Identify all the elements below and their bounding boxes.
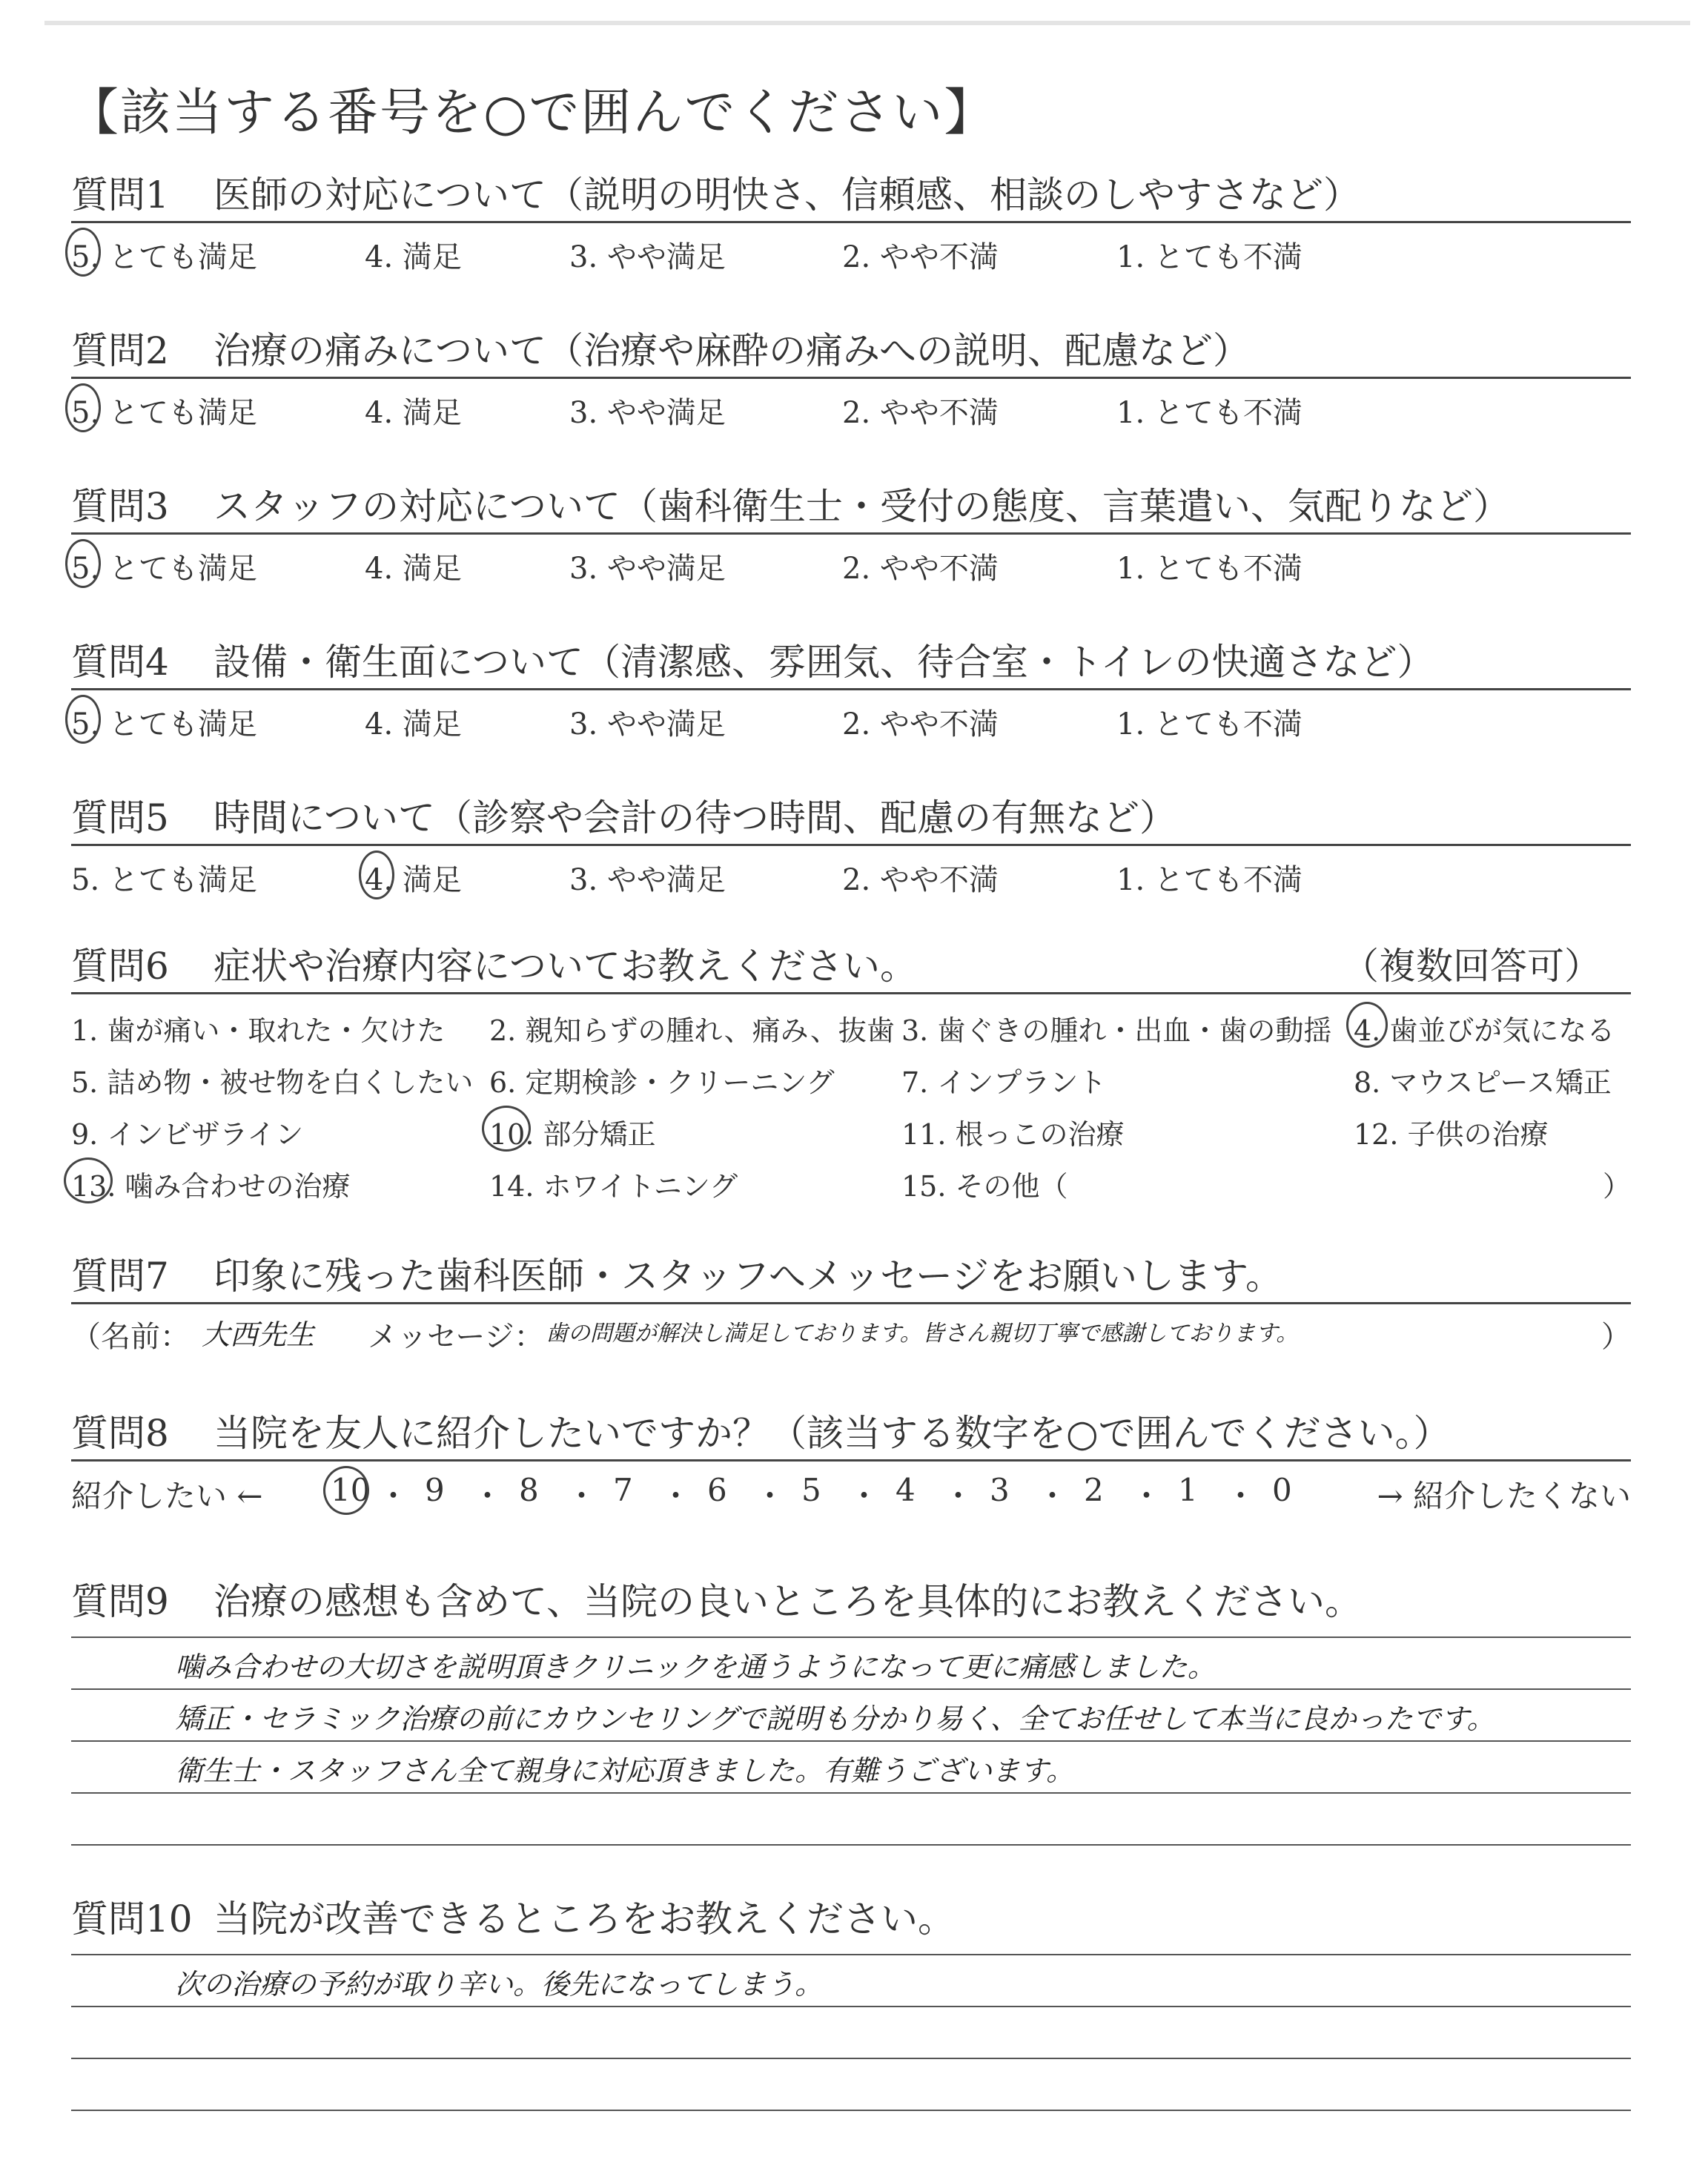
rating-option-label: 3. やや満足 xyxy=(569,240,726,274)
rating-options xyxy=(71,223,1631,283)
rating-option[interactable] xyxy=(365,701,462,743)
hand-drawn-circle-mark xyxy=(65,383,101,432)
scale-separator xyxy=(1131,1472,1162,1516)
question-number: 質問2 xyxy=(71,329,169,372)
rating-option[interactable] xyxy=(842,701,999,743)
question-2 xyxy=(71,325,1631,438)
symptom-option-label: 9. インビザライン xyxy=(71,1118,304,1151)
symptom-option[interactable] xyxy=(901,1060,1106,1100)
hand-drawn-circle-mark xyxy=(64,1157,113,1203)
rating-option-label: 1. とても不満 xyxy=(1116,396,1302,430)
question-6 xyxy=(71,940,1631,1209)
symptom-option[interactable] xyxy=(71,1163,351,1204)
question-3-title xyxy=(71,480,1631,535)
scale-separator xyxy=(661,1472,692,1516)
scale-separator xyxy=(943,1472,974,1516)
rating-options xyxy=(71,535,1631,594)
answer-rule-line xyxy=(71,1688,1631,1690)
question-5 xyxy=(71,792,1631,905)
symptom-option-label: 10. 部分矯正 xyxy=(489,1118,656,1151)
hand-drawn-circle-mark xyxy=(323,1466,369,1515)
rating-option-label: 4. 満足 xyxy=(365,707,462,742)
answer-rule-line xyxy=(71,1636,1631,1638)
symptom-option-label: 8. マウスピース矯正 xyxy=(1354,1066,1612,1099)
rating-option[interactable] xyxy=(569,856,726,899)
symptom-option-label: 1. 歯が痛い・取れた・欠けた xyxy=(71,1014,446,1047)
rating-option[interactable] xyxy=(842,389,999,432)
separator-dot: ・ xyxy=(848,1478,880,1514)
q6-options-grid xyxy=(71,994,1631,1209)
symptom-option[interactable] xyxy=(489,1163,738,1204)
scale-value[interactable] xyxy=(1084,1472,1104,1508)
message-line xyxy=(71,1304,1631,1356)
symptom-option[interactable] xyxy=(1354,1060,1612,1100)
rating-option-label: 3. やや満足 xyxy=(569,863,726,897)
recommend-scale xyxy=(71,1462,1631,1521)
not-recommend-label: → 紹介したくない xyxy=(1377,1478,1631,1514)
hand-drawn-circle-mark xyxy=(482,1106,531,1152)
message-value[interactable]: 歯の問題が解決し満足しております。皆さん親切丁寧で感謝しております。 xyxy=(546,1321,1299,1347)
rating-option-label: 2. やや不満 xyxy=(842,707,999,742)
question-3 xyxy=(71,480,1631,594)
symptom-option-label: 4. 歯並びが気になる xyxy=(1354,1014,1615,1047)
rating-option[interactable] xyxy=(71,701,257,743)
symptom-option[interactable] xyxy=(71,1008,445,1048)
symptom-option[interactable] xyxy=(1354,1112,1549,1152)
form-header: 【該当する番号を○で囲んでください】 xyxy=(68,84,996,142)
rating-option-label: 5. とても満足 xyxy=(71,552,257,586)
symptom-option-label: 14. ホワイトニング xyxy=(489,1170,738,1203)
rating-option-label: 5. とても満足 xyxy=(71,863,257,897)
question-text: 設備・衛生面について（清潔感、雰囲気、待合室・トイレの快適さなど） xyxy=(214,641,1434,684)
symptom-option[interactable] xyxy=(901,1008,1331,1048)
rating-option[interactable] xyxy=(365,389,462,432)
scale-value[interactable] xyxy=(519,1472,539,1508)
scale-separator xyxy=(378,1472,409,1516)
symptom-option[interactable] xyxy=(489,1008,895,1048)
rating-option-label: 4. 満足 xyxy=(365,552,462,586)
answer-rule-line xyxy=(71,1954,1631,1955)
rating-option[interactable] xyxy=(71,545,257,587)
answer-rule-line xyxy=(71,1844,1631,1846)
question-10 xyxy=(71,1893,1631,2160)
scale-separator xyxy=(849,1472,880,1516)
scale-separator xyxy=(1037,1472,1068,1516)
scale-value-label: 8 xyxy=(519,1472,539,1508)
symptom-option[interactable] xyxy=(489,1112,656,1152)
question-2-title xyxy=(71,325,1631,379)
rating-option[interactable] xyxy=(842,856,999,899)
question-number: 質問9 xyxy=(71,1580,169,1623)
rating-option[interactable] xyxy=(569,701,726,743)
handwritten-answer-line[interactable]: 矯正・セラミック治療の前にカウンセリングで説明も分かり易く、全てお任せして本当に良かったです。 xyxy=(175,1702,1495,1735)
rating-option[interactable] xyxy=(569,234,726,276)
question-text: 印象に残った歯科医師・スタッフへメッセージをお願いします。 xyxy=(214,1255,1282,1298)
question-10-title xyxy=(71,1893,1631,1945)
question-4 xyxy=(71,636,1631,750)
symptom-option[interactable] xyxy=(901,1112,1125,1152)
scale-separator xyxy=(1225,1472,1257,1516)
scan-top-edge xyxy=(44,21,1690,25)
scale-separator xyxy=(755,1472,786,1516)
rating-option[interactable] xyxy=(842,545,999,587)
scale-value-label: 1 xyxy=(1178,1472,1198,1508)
answer-rule-line xyxy=(71,2058,1631,2059)
rating-options xyxy=(71,690,1631,750)
rating-option[interactable] xyxy=(365,234,462,276)
rating-option[interactable] xyxy=(1116,856,1302,899)
name-value[interactable]: 大西先生 xyxy=(202,1318,315,1351)
symptom-option-label: 7. インプラント xyxy=(901,1066,1107,1099)
rating-option-label: 5. とても満足 xyxy=(71,707,257,742)
question-number: 質問8 xyxy=(71,1412,169,1455)
handwritten-answer-line[interactable]: 噛み合わせの大切さを説明頂きクリニックを通うようになって更に痛感しました。 xyxy=(175,1651,1216,1683)
question-text: 医師の対応について（説明の明快さ、信頼感、相談のしやすさなど） xyxy=(214,174,1360,217)
question-9-title xyxy=(71,1576,1631,1628)
rating-option-label: 5. とても満足 xyxy=(71,240,257,274)
question-text: 症状や治療内容についてお教えください。 xyxy=(214,945,917,988)
rating-option-label: 1. とても不満 xyxy=(1116,707,1302,742)
symptom-option-label: 15. その他（ xyxy=(901,1170,1068,1203)
rating-option[interactable] xyxy=(569,389,726,432)
scale-value-label: 7 xyxy=(613,1472,633,1508)
scale-separator xyxy=(566,1472,598,1516)
symptom-option-label: 5. 詰め物・被せ物を白くしたい xyxy=(71,1066,474,1099)
other-close-paren xyxy=(1603,1163,1631,1204)
question-7-title xyxy=(71,1250,1631,1304)
rating-option[interactable] xyxy=(1116,389,1302,432)
rating-option-label: 5. とても満足 xyxy=(71,396,257,430)
rating-option-label: 4. 満足 xyxy=(365,396,462,430)
separator-dot: ・ xyxy=(1225,1478,1257,1514)
rating-option-label: 2. やや不満 xyxy=(842,396,999,430)
rating-option-label: 1. とても不満 xyxy=(1116,240,1302,274)
rating-option[interactable] xyxy=(1116,545,1302,587)
scale-value[interactable] xyxy=(801,1472,821,1508)
rating-option[interactable] xyxy=(71,234,257,276)
rating-option-label: 1. とても不満 xyxy=(1116,863,1302,897)
question-7 xyxy=(71,1250,1631,1356)
handwritten-answer-line[interactable]: 次の治療の予約が取り辛い。後先になってしまう。 xyxy=(175,1968,824,2001)
rating-option-label: 3. やや満足 xyxy=(569,396,726,430)
rating-option[interactable] xyxy=(1116,701,1302,743)
answer-rule-line xyxy=(71,1792,1631,1794)
rating-option[interactable] xyxy=(71,856,257,899)
question-number: 質問1 xyxy=(71,174,169,217)
symptom-option[interactable] xyxy=(71,1060,473,1100)
scale-value-label: 3 xyxy=(990,1472,1010,1508)
separator-dot: ・ xyxy=(471,1478,503,1514)
scale-value-label: 4 xyxy=(896,1472,916,1508)
separator-dot: ・ xyxy=(1036,1478,1068,1514)
recommend-label: 紹介したい ← xyxy=(71,1478,263,1514)
question-1 xyxy=(71,169,1631,283)
q9-answer-lines xyxy=(71,1628,1631,1909)
question-text: スタッフの対応について（歯科衛生士・受付の態度、言葉遣い、気配りなど） xyxy=(214,485,1510,528)
hand-drawn-circle-mark xyxy=(1346,1002,1388,1048)
hand-drawn-circle-mark xyxy=(65,539,101,588)
symptom-option[interactable] xyxy=(1354,1008,1615,1048)
separator-dot: ・ xyxy=(1131,1478,1162,1514)
question-text: 治療の感想も含めて、当院の良いところを具体的にお教えください。 xyxy=(214,1580,1362,1623)
rating-option[interactable] xyxy=(71,389,257,432)
separator-dot: ・ xyxy=(754,1478,786,1514)
rating-option-label: 2. やや不満 xyxy=(842,552,999,586)
symptom-option[interactable] xyxy=(901,1163,1068,1204)
scale-value-label: 9 xyxy=(425,1472,445,1508)
rating-option-label: 2. やや不満 xyxy=(842,240,999,274)
rating-options xyxy=(71,846,1631,905)
symptom-option-label: 12. 子供の治療 xyxy=(1354,1118,1549,1151)
rating-option-label: 4. 満足 xyxy=(365,863,462,897)
scale-value[interactable] xyxy=(425,1472,445,1508)
rating-option-label: 2. やや不満 xyxy=(842,863,999,897)
question-number: 質問7 xyxy=(71,1255,169,1298)
symptom-option-label: 6. 定期検診・クリーニング xyxy=(489,1066,835,1099)
question-text: 治療の痛みについて（治療や麻酔の痛みへの説明、配慮など） xyxy=(214,329,1250,372)
question-number: 質問6 xyxy=(71,945,169,988)
question-4-title xyxy=(71,636,1631,690)
question-6-title xyxy=(71,940,1631,994)
symptom-option[interactable] xyxy=(489,1060,835,1100)
question-9 xyxy=(71,1576,1631,1909)
question-number: 質問4 xyxy=(71,641,169,684)
scale-value-label: 10 xyxy=(331,1472,371,1508)
scale-value-label: 5 xyxy=(801,1472,821,1508)
handwritten-answer-line[interactable]: 衛生士・スタッフさん全て親身に対応頂きました。有難うございます。 xyxy=(175,1754,1074,1787)
answer-rule-line xyxy=(71,2006,1631,2007)
rating-option[interactable] xyxy=(1116,234,1302,276)
answer-rule-line xyxy=(71,2110,1631,2111)
message-label: メッセージ： xyxy=(368,1320,544,1354)
question-1-title xyxy=(71,169,1631,223)
scale-value[interactable] xyxy=(613,1472,633,1508)
scale-value-label: 6 xyxy=(707,1472,727,1508)
separator-dot: ・ xyxy=(377,1478,409,1514)
symptom-option[interactable] xyxy=(71,1112,303,1152)
question-text: 当院が改善できるところをお教えください。 xyxy=(214,1898,955,1941)
question-text: 時間について（診察や会計の待つ時間、配慮の有無など） xyxy=(214,796,1176,839)
rating-option-label: 1. とても不満 xyxy=(1116,552,1302,586)
symptom-option-label: ） xyxy=(1602,1170,1631,1203)
symptom-option-label: 13. 噛み合わせの治療 xyxy=(71,1170,351,1203)
scale-value[interactable] xyxy=(896,1472,916,1508)
rating-option-label: 3. やや満足 xyxy=(569,707,726,742)
name-label: （名前： xyxy=(71,1320,190,1354)
rating-option[interactable] xyxy=(569,545,726,587)
scale-value[interactable] xyxy=(707,1472,727,1508)
rating-option[interactable] xyxy=(365,545,462,587)
scale-value-label: 0 xyxy=(1272,1472,1292,1508)
question-5-title xyxy=(71,792,1631,846)
rating-option[interactable] xyxy=(842,234,999,276)
rating-option-label: 3. やや満足 xyxy=(569,552,726,586)
separator-dot: ・ xyxy=(566,1478,598,1514)
question-number: 質問5 xyxy=(71,796,169,839)
symptom-option-label: 2. 親知らずの腫れ、痛み、抜歯 xyxy=(489,1014,895,1047)
q10-answer-lines xyxy=(71,1945,1631,2160)
message-close-paren: ） xyxy=(1601,1320,1631,1354)
hand-drawn-circle-mark xyxy=(65,228,101,277)
hand-drawn-circle-mark xyxy=(65,695,101,744)
scale-value[interactable] xyxy=(990,1472,1010,1508)
scale-value[interactable] xyxy=(1178,1472,1198,1508)
separator-dot: ・ xyxy=(942,1478,974,1514)
scale-value[interactable] xyxy=(331,1472,370,1508)
scale-value-label: 2 xyxy=(1084,1472,1104,1508)
question-8 xyxy=(71,1407,1631,1521)
scale-separator xyxy=(472,1472,503,1516)
multiple-answer-note: （複数回答可） xyxy=(1342,945,1601,988)
hand-drawn-circle-mark xyxy=(359,851,394,899)
question-number: 質問10 xyxy=(71,1898,193,1941)
question-number: 質問3 xyxy=(71,485,169,528)
symptom-option-label: 3. 歯ぐきの腫れ・出血・歯の動揺 xyxy=(901,1014,1332,1047)
separator-dot: ・ xyxy=(660,1478,692,1514)
question-8-title xyxy=(71,1407,1631,1462)
rating-option[interactable] xyxy=(365,856,462,899)
rating-option-label: 4. 満足 xyxy=(365,240,462,274)
scale-value[interactable] xyxy=(1272,1472,1292,1508)
rating-options xyxy=(71,379,1631,438)
answer-rule-line xyxy=(71,1740,1631,1742)
question-text: 当院を友人に紹介したいですか？（該当する数字を○で囲んでください。） xyxy=(214,1412,1451,1455)
symptom-option-label: 11. 根っこの治療 xyxy=(901,1118,1125,1151)
